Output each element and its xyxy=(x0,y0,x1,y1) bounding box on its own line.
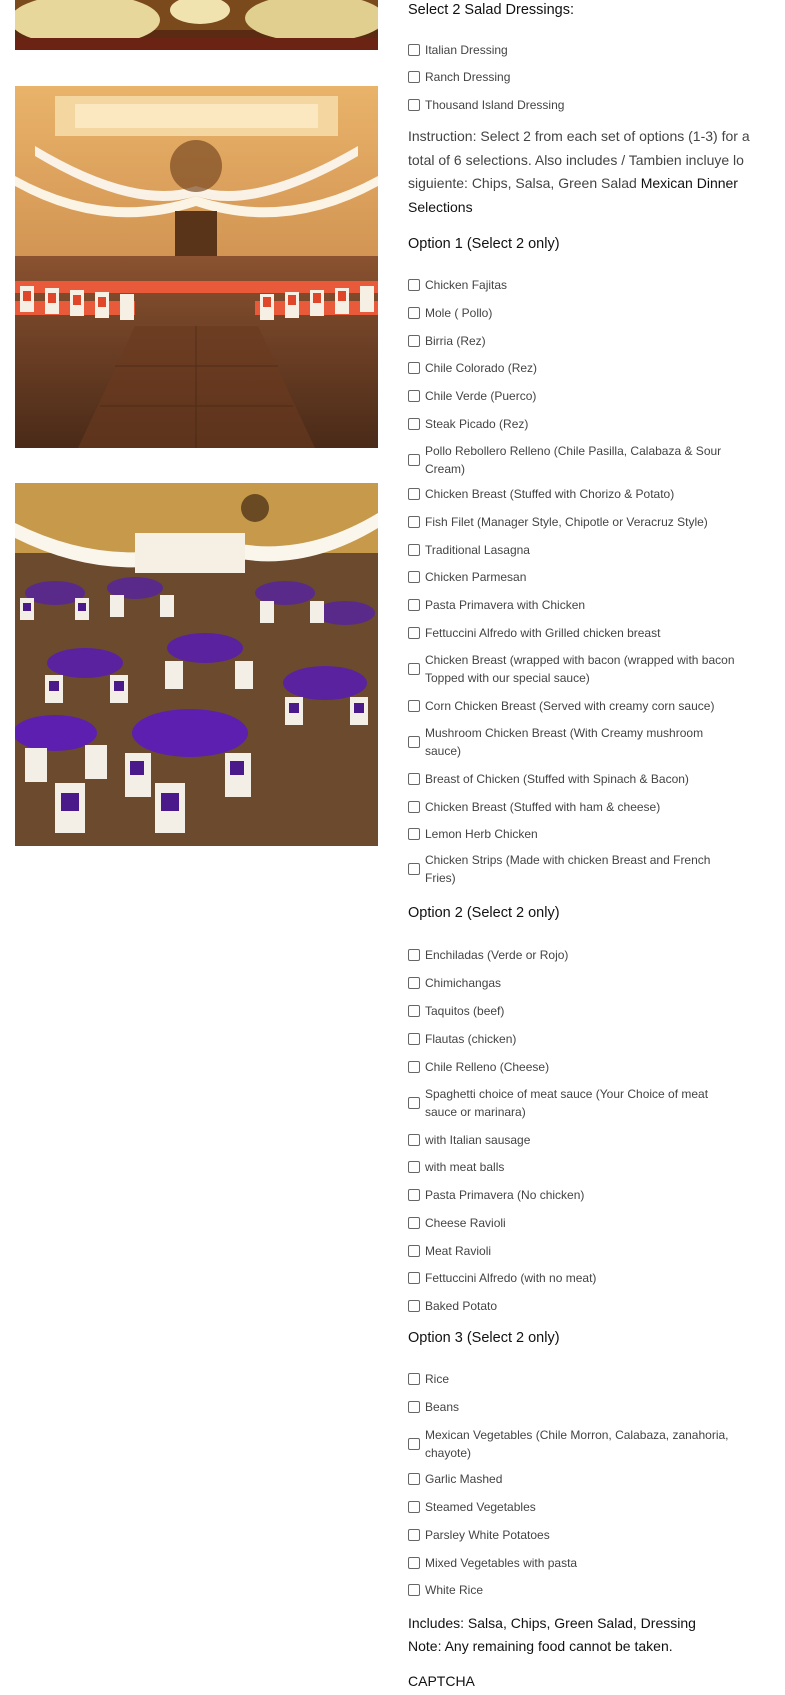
option-1-item[interactable] xyxy=(408,332,738,350)
checkbox[interactable] xyxy=(408,1097,420,1109)
option-1-item[interactable] xyxy=(408,724,738,760)
option-3-item[interactable] xyxy=(408,1426,738,1462)
checkbox-label: Meat Ravioli xyxy=(425,1244,492,1258)
checkbox-label: Fish Filet (Manager Style, Chipotle or Veracruz Style) xyxy=(425,515,708,529)
option-1-item[interactable] xyxy=(408,442,738,478)
checkbox[interactable] xyxy=(408,1473,420,1485)
option-1-item[interactable] xyxy=(408,359,738,377)
checkbox-label: Ranch Dressing xyxy=(425,70,511,84)
captcha-label: CAPTCHA xyxy=(408,1673,475,1689)
checkbox-label: Cheese Ravioli xyxy=(425,1216,506,1230)
checkbox[interactable] xyxy=(408,977,420,989)
option-2-item[interactable] xyxy=(408,1242,738,1260)
option-2-heading: Option 2 (Select 2 only) xyxy=(408,905,560,921)
checkbox[interactable] xyxy=(408,1373,420,1385)
checkbox[interactable] xyxy=(408,99,420,111)
checkbox[interactable] xyxy=(408,44,420,56)
checkbox-label: Garlic Mashed xyxy=(425,1472,503,1486)
checkbox-label: Chile Verde (Puerco) xyxy=(425,389,537,403)
checkbox-label: Pasta Primavera (No chicken) xyxy=(425,1188,585,1202)
option-1-item[interactable] xyxy=(408,770,738,788)
checkbox-label: with Italian sausage xyxy=(425,1133,531,1147)
option-1-item[interactable] xyxy=(408,596,738,614)
checkbox-label: Rice xyxy=(425,1372,450,1386)
checkbox[interactable] xyxy=(408,1033,420,1045)
option-2-item[interactable] xyxy=(408,1186,738,1204)
checkbox[interactable] xyxy=(408,736,420,748)
checkbox-label: Parsley White Potatoes xyxy=(425,1528,550,1542)
checkbox[interactable] xyxy=(408,700,420,712)
checkbox[interactable] xyxy=(408,1529,420,1541)
instruction-body: Instruction: Select 2 from each set of options (1-3) for a total of 6 selections. Also includes / Tambien incluye lo siguiente: Chips, Salsa, Green Salad xyxy=(408,128,750,191)
checkbox-label: Beans xyxy=(425,1400,460,1414)
instruction-bold-title: Mexican Dinner Selections xyxy=(408,175,738,215)
checkbox[interactable] xyxy=(408,1005,420,1017)
option-3-item[interactable] xyxy=(408,1554,738,1572)
checkbox-label: Baked Potato xyxy=(425,1299,498,1313)
checkbox-label: Corn Chicken Breast (Served with creamy corn sauce) xyxy=(425,699,715,713)
instruction-text xyxy=(408,125,753,219)
checkbox[interactable] xyxy=(408,863,420,875)
checkbox-label: Chicken Parmesan xyxy=(425,570,527,584)
checkbox-label: Steak Picado (Rez) xyxy=(425,417,529,431)
checkbox-label: Mixed Vegetables with pasta xyxy=(425,1556,578,1570)
checkbox-label: with meat balls xyxy=(425,1160,505,1174)
option-1-item[interactable] xyxy=(408,513,738,531)
checkbox[interactable] xyxy=(408,1557,420,1569)
salad-dressings-heading: Select 2 Salad Dressings: xyxy=(408,2,575,18)
option-2-item[interactable] xyxy=(408,1214,738,1232)
option-2-item[interactable] xyxy=(408,1269,738,1287)
checkbox-label: Chile Colorado (Rez) xyxy=(425,361,538,375)
checkbox-label: Lemon Herb Chicken xyxy=(425,827,538,841)
checkbox[interactable] xyxy=(408,362,420,374)
checkbox-label: White Rice xyxy=(425,1583,484,1597)
checkbox[interactable] xyxy=(408,335,420,347)
option-3-item[interactable] xyxy=(408,1470,738,1488)
option-3-item[interactable] xyxy=(408,1398,738,1416)
option-2-item[interactable] xyxy=(408,1058,738,1076)
checkbox-label: Flautas (chicken) xyxy=(425,1032,517,1046)
checkbox[interactable] xyxy=(408,454,420,466)
venue-photo-red-ballroom xyxy=(15,86,378,448)
checkbox[interactable] xyxy=(408,663,420,675)
checkbox[interactable] xyxy=(408,801,420,813)
checkbox[interactable] xyxy=(408,544,420,556)
option-1-item[interactable] xyxy=(408,276,738,294)
checkbox[interactable] xyxy=(408,1161,420,1173)
checkbox[interactable] xyxy=(408,1189,420,1201)
checkbox[interactable] xyxy=(408,599,420,611)
dressing-option[interactable] xyxy=(408,41,738,59)
checkbox-label: Chicken Breast (Stuffed with Chorizo & Potato) xyxy=(425,487,675,501)
checkbox[interactable] xyxy=(408,71,420,83)
checkbox-label: Mole ( Pollo) xyxy=(425,306,493,320)
checkbox-label: Chile Relleno (Cheese) xyxy=(425,1060,550,1074)
checkbox[interactable] xyxy=(408,1501,420,1513)
remaining-food-note: Note: Any remaining food cannot be taken. xyxy=(408,1638,673,1654)
checkbox-label: Birria (Rez) xyxy=(425,334,486,348)
checkbox-label: Pollo Rebollero Relleno (Chile Pasilla, Calabaza & Sour Cream) xyxy=(425,444,722,476)
checkbox[interactable] xyxy=(408,1245,420,1257)
option-1-item[interactable] xyxy=(408,387,738,405)
checkbox[interactable] xyxy=(408,390,420,402)
option-2-item[interactable] xyxy=(408,974,738,992)
checkbox-label: Traditional Lasagna xyxy=(425,543,530,557)
dressing-option[interactable] xyxy=(408,68,738,86)
option-1-item[interactable] xyxy=(408,825,738,843)
checkbox-label: Mushroom Chicken Breast (With Creamy mushroom sauce) xyxy=(425,726,704,758)
venue-photo-purple-ballroom xyxy=(15,483,378,846)
checkbox-label: Italian Dressing xyxy=(425,43,508,57)
checkbox[interactable] xyxy=(408,307,420,319)
includes-note xyxy=(408,1612,696,1658)
checkbox[interactable] xyxy=(408,279,420,291)
option-1-item[interactable] xyxy=(408,541,738,559)
checkbox[interactable] xyxy=(408,627,420,639)
checkbox-label: Fettuccini Alfredo (with no meat) xyxy=(425,1271,597,1285)
option-2-item[interactable] xyxy=(408,946,738,964)
checkbox[interactable] xyxy=(408,1584,420,1596)
dressing-option[interactable] xyxy=(408,96,738,114)
checkbox[interactable] xyxy=(408,516,420,528)
option-2-item[interactable] xyxy=(408,1158,738,1176)
option-2-item[interactable] xyxy=(408,1030,738,1048)
option-1-item[interactable] xyxy=(408,304,738,322)
checkbox[interactable] xyxy=(408,1300,420,1312)
option-2-item[interactable] xyxy=(408,1002,738,1020)
option-1-item[interactable] xyxy=(408,651,738,687)
checkbox[interactable] xyxy=(408,773,420,785)
venue-photo-gold-tables xyxy=(15,0,378,50)
option-1-item[interactable] xyxy=(408,568,738,586)
includes-text: Includes: Salsa, Chips, Green Salad, Dressing xyxy=(408,1615,696,1631)
checkbox-label: Chimichangas xyxy=(425,976,502,990)
checkbox-label: Pasta Primavera with Chicken xyxy=(425,598,586,612)
checkbox-label: Steamed Vegetables xyxy=(425,1500,536,1514)
checkbox[interactable] xyxy=(408,1061,420,1073)
checkbox-label: Fettuccini Alfredo with Grilled chicken breast xyxy=(425,626,661,640)
checkbox[interactable] xyxy=(408,828,420,840)
option-3-heading: Option 3 (Select 2 only) xyxy=(408,1330,560,1346)
option-3-item[interactable] xyxy=(408,1498,738,1516)
checkbox[interactable] xyxy=(408,488,420,500)
checkbox-label: Chicken Fajitas xyxy=(425,278,508,292)
checkbox-label: Mexican Vegetables (Chile Morron, Calabaza, zanahoria, chayote) xyxy=(425,1428,729,1460)
option-3-item[interactable] xyxy=(408,1370,738,1388)
checkbox-label: Chicken Breast (Stuffed with ham & cheese) xyxy=(425,800,661,814)
checkbox[interactable] xyxy=(408,571,420,583)
option-1-item[interactable] xyxy=(408,624,738,642)
checkbox[interactable] xyxy=(408,1134,420,1146)
checkbox[interactable] xyxy=(408,1217,420,1229)
option-1-item[interactable] xyxy=(408,415,738,433)
checkbox-label: Taquitos (beef) xyxy=(425,1004,505,1018)
checkbox-label: Chicken Strips (Made with chicken Breast and French Fries) xyxy=(425,853,711,885)
option-1-item[interactable] xyxy=(408,798,738,816)
option-2-item[interactable] xyxy=(408,1085,738,1121)
option-1-item[interactable] xyxy=(408,851,738,887)
checkbox[interactable] xyxy=(408,1438,420,1450)
checkbox[interactable] xyxy=(408,418,420,430)
option-1-item[interactable] xyxy=(408,697,738,715)
checkbox-label: Breast of Chicken (Stuffed with Spinach & Bacon) xyxy=(425,772,689,786)
option-1-item[interactable] xyxy=(408,485,738,503)
option-3-item[interactable] xyxy=(408,1526,738,1544)
checkbox-label: Chicken Breast (wrapped with bacon (wrapped with bacon Topped with our special sauce) xyxy=(425,653,735,685)
checkbox[interactable] xyxy=(408,1401,420,1413)
checkbox-label: Thousand Island Dressing xyxy=(425,98,565,112)
option-2-item[interactable] xyxy=(408,1297,738,1315)
checkbox[interactable] xyxy=(408,1272,420,1284)
option-3-item[interactable] xyxy=(408,1581,738,1599)
checkbox-label: Spaghetti choice of meat sauce (Your Choice of meat sauce or marinara) xyxy=(425,1087,709,1119)
option-2-item[interactable] xyxy=(408,1131,738,1149)
option-1-heading: Option 1 (Select 2 only) xyxy=(408,236,560,252)
checkbox[interactable] xyxy=(408,949,420,961)
checkbox-label: Enchiladas (Verde or Rojo) xyxy=(425,948,569,962)
